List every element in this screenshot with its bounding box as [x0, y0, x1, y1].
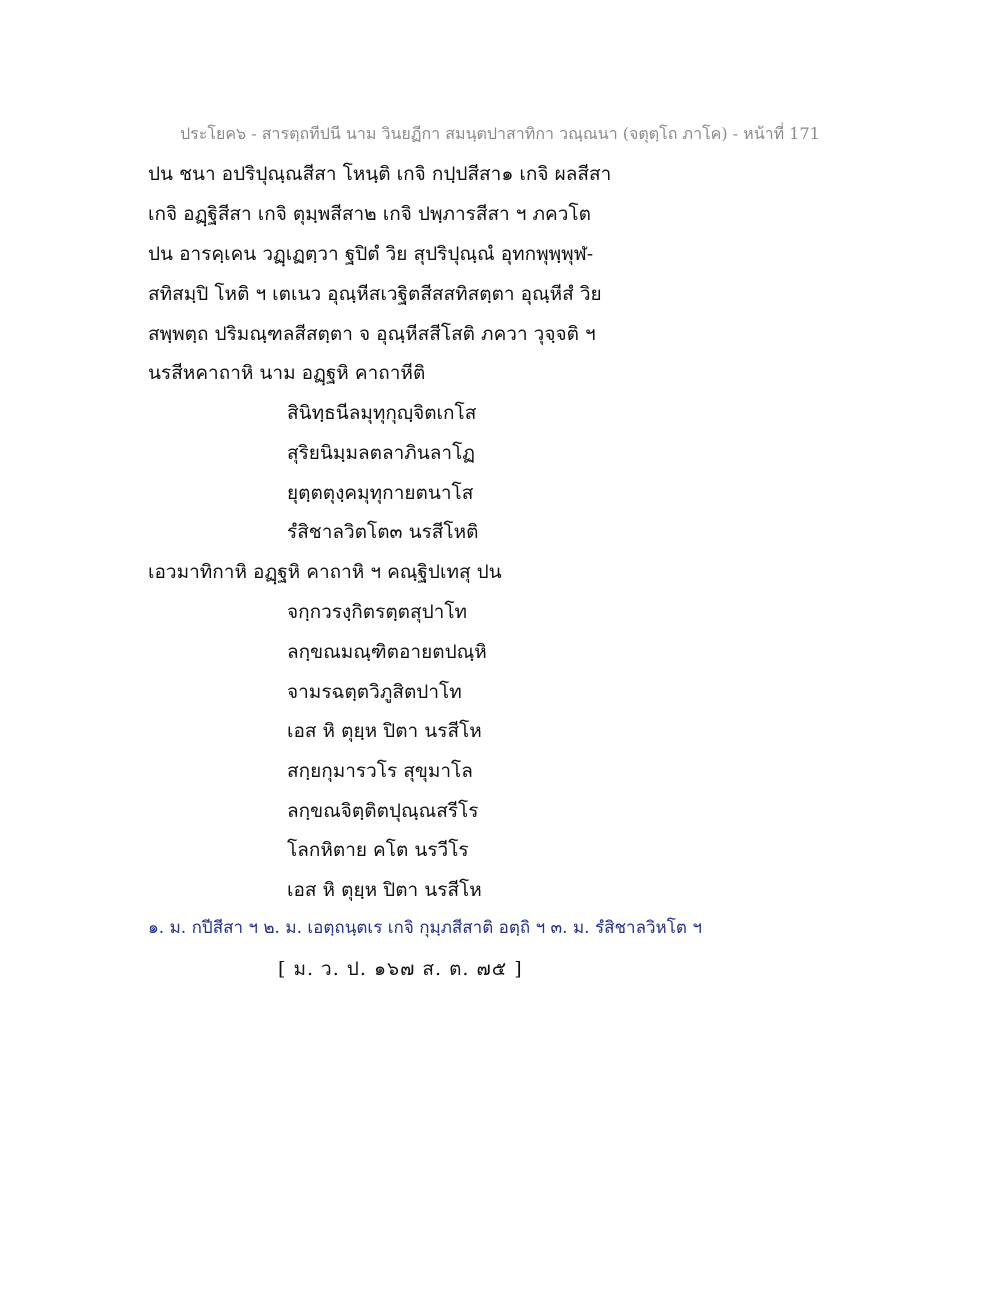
prose-line: สทิสมฺปิ โหติ ฯ เตเนว อุณฺหีสเวฐิตสีสสทิสตฺตา อุณฺหีสํ วิย [148, 283, 602, 305]
verse-line: โลกหิตาย คโต นรวีโร [287, 839, 469, 861]
prose-line: ปน ชนา อปริปุณฺณสีสา โหนฺติ เกจิ กปฺปสีสา๑ เกจิ ผลสีสา [148, 163, 612, 185]
page-header: ประโยค๖ - สารตฺถทีปนี นาม วินยฏีกา สมนฺตปาสาทิกา วณฺณนา (จตุตฺโถ ภาโค) - หน้าที่ 171 [180, 124, 820, 143]
verse-line: สกฺยกุมารวโร สุขุมาโล [287, 760, 473, 782]
verse-line: ยุตฺตตุงฺคมุทุกายตนาโส [287, 482, 474, 504]
prose-line: สพฺพตฺถ ปริมณฺฑลสีสตฺตา จ อุณฺหีสสีโสติ ภควา วุจฺจติ ฯ [148, 323, 596, 345]
prose-line: นรสีหคาถาหิ นาม อฏฺฐหิ คาถาหีติ [148, 362, 426, 384]
verse-line: จามรฉตฺตวิภูสิตปาโท [287, 681, 462, 703]
verse-line: ลกฺขณจิตฺติตปุณฺณสรีโร [287, 800, 479, 822]
prose-line: เกจิ อฏฺฐิสีสา เกจิ ตุมฺพสีสา๒ เกจิ ปพฺภารสีสา ฯ ภควโต [148, 203, 591, 225]
verse-line: สุริยนิมฺมลตลาภินลาโฏ [287, 442, 476, 464]
verse-line: จกฺกวรงฺกิตรตฺตสุปาโท [287, 601, 468, 623]
verse-line: สินิทฺธนีลมุทุกุญฺจิตเกโส [287, 402, 477, 424]
source-reference: [ ม. ว. ป. ๑๖๗ ส. ต. ๗๕ ] [278, 958, 523, 980]
verse-line: ลกฺขณมณฺฑิตอายตปณฺหิ [287, 641, 487, 663]
footnotes: ๑. ม. กปีสีสา ฯ ๒. ม. เอตฺถนฺตเร เกจิ กุมฺภสีสาติ อตฺถิ ฯ ๓. ม. รํสิชาลวิหโต ฯ [148, 918, 702, 938]
prose-line: เอวมาทิกาหิ อฏฺฐหิ คาถาหิ ฯ คณฺฐิปเทสุ ปน [148, 561, 502, 583]
verse-line: เอส หิ ตุยฺห ปิตา นรสีโห [287, 879, 482, 901]
verse-line: รํสิชาลวิตโต๓ นรสีโหติ [287, 521, 479, 543]
verse-line: เอส หิ ตุยฺห ปิตา นรสีโห [287, 720, 482, 742]
prose-line: ปน อารคฺเคน วฏฺเฏตฺวา ฐปิตํ วิย สุปริปุณฺณํ อุทกพุพฺพุฬ- [148, 243, 594, 265]
